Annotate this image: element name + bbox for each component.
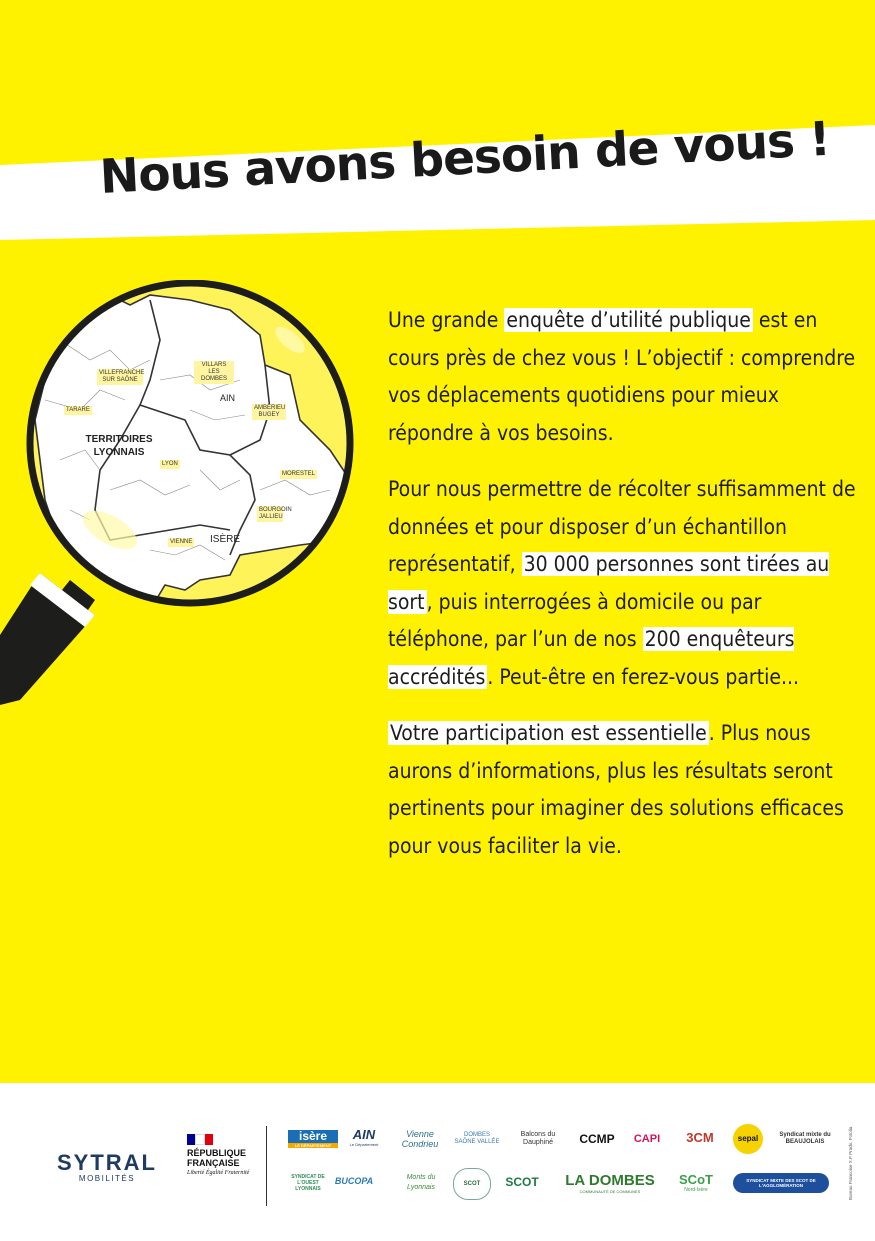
logo-scot-bugey: SCOT: [453, 1168, 491, 1200]
logo-la-dombes: LA DOMBES COMMUNAUTÉ DE COMMUNES: [565, 1171, 655, 1194]
logo-syndicat-ouest-lyonnais: SYNDICAT DE L'OUEST LYONNAIS: [291, 1174, 325, 1192]
map-label-villars: VILLARS LES DOMBES: [194, 361, 234, 384]
paragraph-survey: Une grande enquête d’utilité publique est en cours près de chez vous ! L’objectif : comprendre vos déplacements quotidiens pour mieux répondre à vos besoins.: [388, 308, 856, 445]
map-region-ain: AIN: [220, 393, 236, 403]
logo-scot-nord-isere: SCoT Nord-Isère: [679, 1172, 713, 1193]
highlight-30000: 30 000 personnes sont tirées au sort: [388, 552, 830, 614]
logo-vienne-condrieu: Vienne Condrieu: [401, 1129, 439, 1149]
french-flag-icon: [187, 1134, 213, 1145]
highlight-200: 200 enquêteurs accrédités: [388, 627, 795, 689]
logo-monts-lyonnais: Monts du Lyonnais: [406, 1174, 436, 1191]
highlight-participation: Votre participation est essentielle: [390, 721, 707, 745]
map-label-vienne: VIENNE: [170, 539, 193, 545]
logo-bucopa: BUCOPA: [334, 1176, 374, 1186]
logo-dombes-saone: DOMBES SAÔNE VALLÉE: [454, 1132, 500, 1145]
map-label-lyon: LYON: [162, 461, 178, 467]
republique-francaise-logo: RÉPUBLIQUE FRANÇAISE Liberté Égalité Fraternité: [187, 1134, 257, 1177]
logo-beaujolais: Syndicat mixte du BEAUJOLAIS: [779, 1132, 831, 1145]
photo-credit: Bureau Francoise X.P Prado, Fotolia: [848, 1126, 853, 1200]
logo-balcons-dauphine: Balcons du Dauphiné: [520, 1131, 556, 1146]
logo-3cm: 3CM: [686, 1130, 714, 1145]
logo-ccmp: CCMP: [579, 1132, 615, 1146]
logo-isere: isère LE DÉPARTEMENT: [288, 1128, 338, 1150]
paragraph-sample: Pour nous permettre de récolter suffisamment de données et pour disposer d’un échantillon représentatif, 30 000 personnes sont tirées au sort, puis interrogées à domicile ou par téléphone, par l’un de nos 200 enquêteurs accrédités. Peut-être en ferez-vous partie...: [388, 477, 856, 689]
logo-ain: AIN Le Département: [349, 1127, 379, 1147]
paragraph-participation: Votre participation est essentielle. Plus nous aurons d’informations, plus les résultats seront pertinents pour imaginer des solutions efficaces pour vous faciliter la vie.: [388, 721, 844, 858]
magnifier-map-illustration: [0, 280, 380, 720]
logo-scot-boucle-rhone: SCOT: [505, 1175, 539, 1189]
map-region-isere: ISÈRE: [210, 534, 241, 545]
logo-sepal: sepal: [733, 1124, 763, 1154]
map-label-morestel: MORESTEL: [282, 471, 316, 477]
magnifier-handle: [0, 573, 95, 705]
logo-capi: CAPI: [633, 1133, 661, 1145]
map-region-territoires: TERRITOIRES LYONNAIS: [85, 434, 153, 458]
map-label-amberieu: AMBÉRIEU BUGEY: [254, 405, 286, 418]
footer-divider: [266, 1126, 267, 1206]
body-text: [388, 302, 858, 884]
map-label-bourgoin: BOURGOIN JALLIEU: [259, 507, 292, 520]
map-label-tarare: TARARE: [66, 407, 90, 413]
map-label-villefranche: VILLEFRANCHE SUR SAÔNE: [99, 370, 145, 383]
logo-saint-etienne-scot: SYNDICAT MIXTE DES SCOT DE L'AGGLOMÉRATION: [733, 1173, 829, 1193]
sytral-logo: SYTRAL MOBILITÉS: [57, 1150, 157, 1183]
highlight-survey: enquête d’utilité publique: [506, 308, 751, 332]
headline: Nous avons besoin de vous !: [98, 111, 832, 205]
